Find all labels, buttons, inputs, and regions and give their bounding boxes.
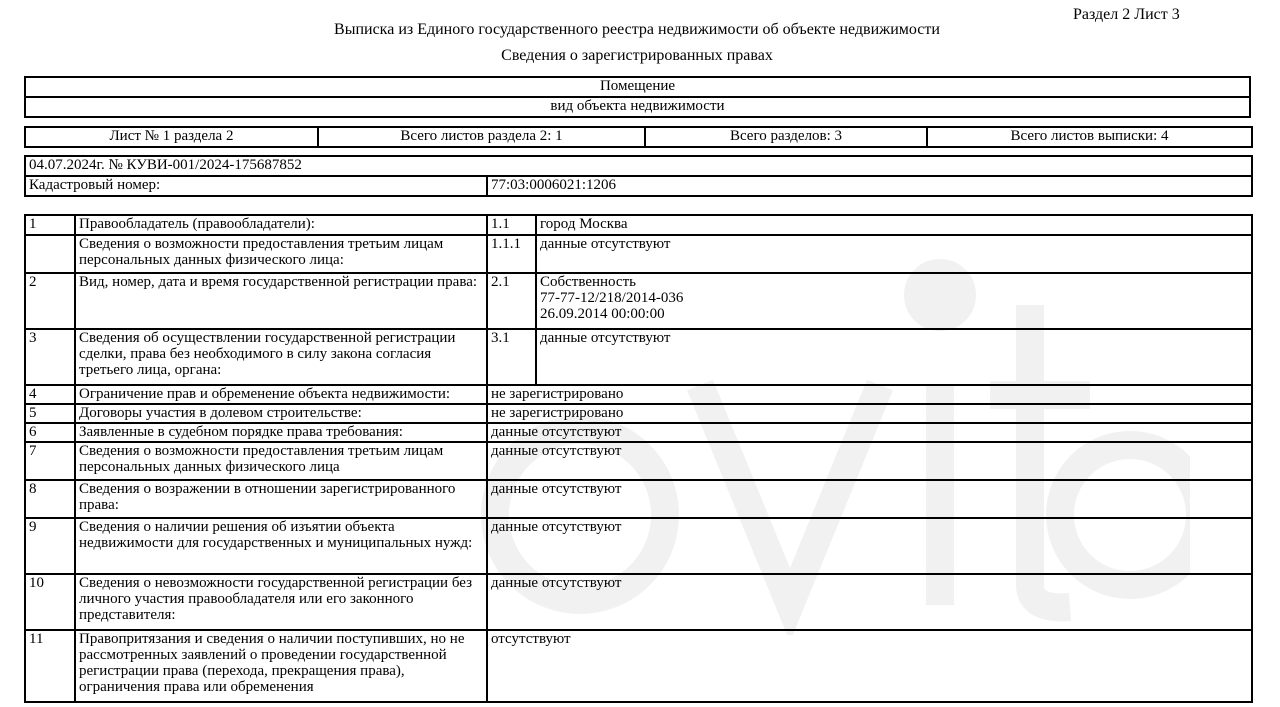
row-subnumber: 1.1.1 <box>487 235 536 273</box>
table-row <box>25 215 1252 235</box>
row-label: Сведения о возможности предоставления третьим лицам персональных данных физического лица <box>75 442 487 480</box>
cadastral-number: 77:03:0006021:1206 <box>487 176 1252 196</box>
row-label: Правопритязания и сведения о наличии поступивших, но не рассмотренных заявлений о проведении государственной регистрации права (перехода, прекращения права), ограничения права или обременения <box>75 630 487 702</box>
row-value: данные отсутствуют <box>487 442 1252 480</box>
row-subnumber: 3.1 <box>487 329 536 385</box>
sheet-info: Раздел 2 Лист 3 <box>1073 6 1180 23</box>
document-subtitle: Сведения о зарегистрированных правах <box>501 47 773 64</box>
row-label: Заявленные в судебном порядке права требования: <box>75 423 487 442</box>
table-row <box>25 574 1252 630</box>
row-value: данные отсутствуют <box>536 329 1252 385</box>
row-value: Собственность 77-77-12/218/2014-036 26.09.2014 00:00:00 <box>536 273 1252 329</box>
row-number: 10 <box>25 574 75 630</box>
total-extract-sheets: Всего листов выписки: 4 <box>927 127 1252 147</box>
table-row <box>25 404 1252 423</box>
table-row <box>25 329 1252 385</box>
cadastral-label: Кадастровый номер: <box>25 176 487 196</box>
sheet-number: Лист № 1 раздела 2 <box>25 127 318 147</box>
object-type-table <box>24 76 1251 118</box>
row-number: 2 <box>25 273 75 329</box>
object-type: Помещение <box>25 77 1250 97</box>
total-section-sheets: Всего листов раздела 2: 1 <box>318 127 645 147</box>
row-label: Правообладатель (правообладатели): <box>75 215 487 235</box>
date-number: 04.07.2024г. № КУВИ-001/2024-175687852 <box>25 156 1252 176</box>
row-number: 6 <box>25 423 75 442</box>
row-value: данные отсутствуют <box>536 235 1252 273</box>
row-value: данные отсутствуют <box>487 518 1252 574</box>
row-value: данные отсутствуют <box>487 480 1252 518</box>
row-number <box>25 235 75 273</box>
table-row <box>25 385 1252 404</box>
row-value: данные отсутствуют <box>487 423 1252 442</box>
row-label: Сведения о возможности предоставления третьим лицам персональных данных физического лица: <box>75 235 487 273</box>
row-number: 1 <box>25 215 75 235</box>
document-title: Выписка из Единого государственного реестра недвижимости об объекте недвижимости <box>334 21 940 38</box>
row-subnumber: 2.1 <box>487 273 536 329</box>
row-number: 9 <box>25 518 75 574</box>
row-label: Сведения о невозможности государственной регистрации без личного участия правообладателя или его законного представителя: <box>75 574 487 630</box>
table-row <box>25 480 1252 518</box>
total-sections: Всего разделов: 3 <box>645 127 927 147</box>
sheets-table <box>24 126 1253 148</box>
row-label: Договоры участия в долевом строительстве: <box>75 404 487 423</box>
row-number: 4 <box>25 385 75 404</box>
row-number: 3 <box>25 329 75 385</box>
row-number: 7 <box>25 442 75 480</box>
row-value: не зарегистрировано <box>487 385 1252 404</box>
rights-table <box>24 214 1253 703</box>
table-row <box>25 423 1252 442</box>
row-label: Ограничение прав и обременение объекта недвижимости: <box>75 385 487 404</box>
row-subnumber: 1.1 <box>487 215 536 235</box>
table-row <box>25 630 1252 702</box>
table-row <box>25 442 1252 480</box>
row-value: данные отсутствуют <box>487 574 1252 630</box>
row-value: город Москва <box>536 215 1252 235</box>
row-label: Вид, номер, дата и время государственной регистрации права: <box>75 273 487 329</box>
table-row <box>25 235 1252 273</box>
object-type-caption: вид объекта недвижимости <box>25 97 1250 117</box>
row-label: Сведения об осуществлении государственной регистрации сделки, права без необходимого в силу закона согласия третьего лица, органа: <box>75 329 487 385</box>
row-value: не зарегистрировано <box>487 404 1252 423</box>
row-number: 8 <box>25 480 75 518</box>
document-info-table <box>24 155 1253 197</box>
row-value: отсутствуют <box>487 630 1252 702</box>
row-label: Сведения о возражении в отношении зарегистрированного права: <box>75 480 487 518</box>
table-row <box>25 273 1252 329</box>
row-number: 5 <box>25 404 75 423</box>
table-row <box>25 518 1252 574</box>
row-number: 11 <box>25 630 75 702</box>
row-label: Сведения о наличии решения об изъятии объекта недвижимости для государственных и муниципальных нужд: <box>75 518 487 574</box>
